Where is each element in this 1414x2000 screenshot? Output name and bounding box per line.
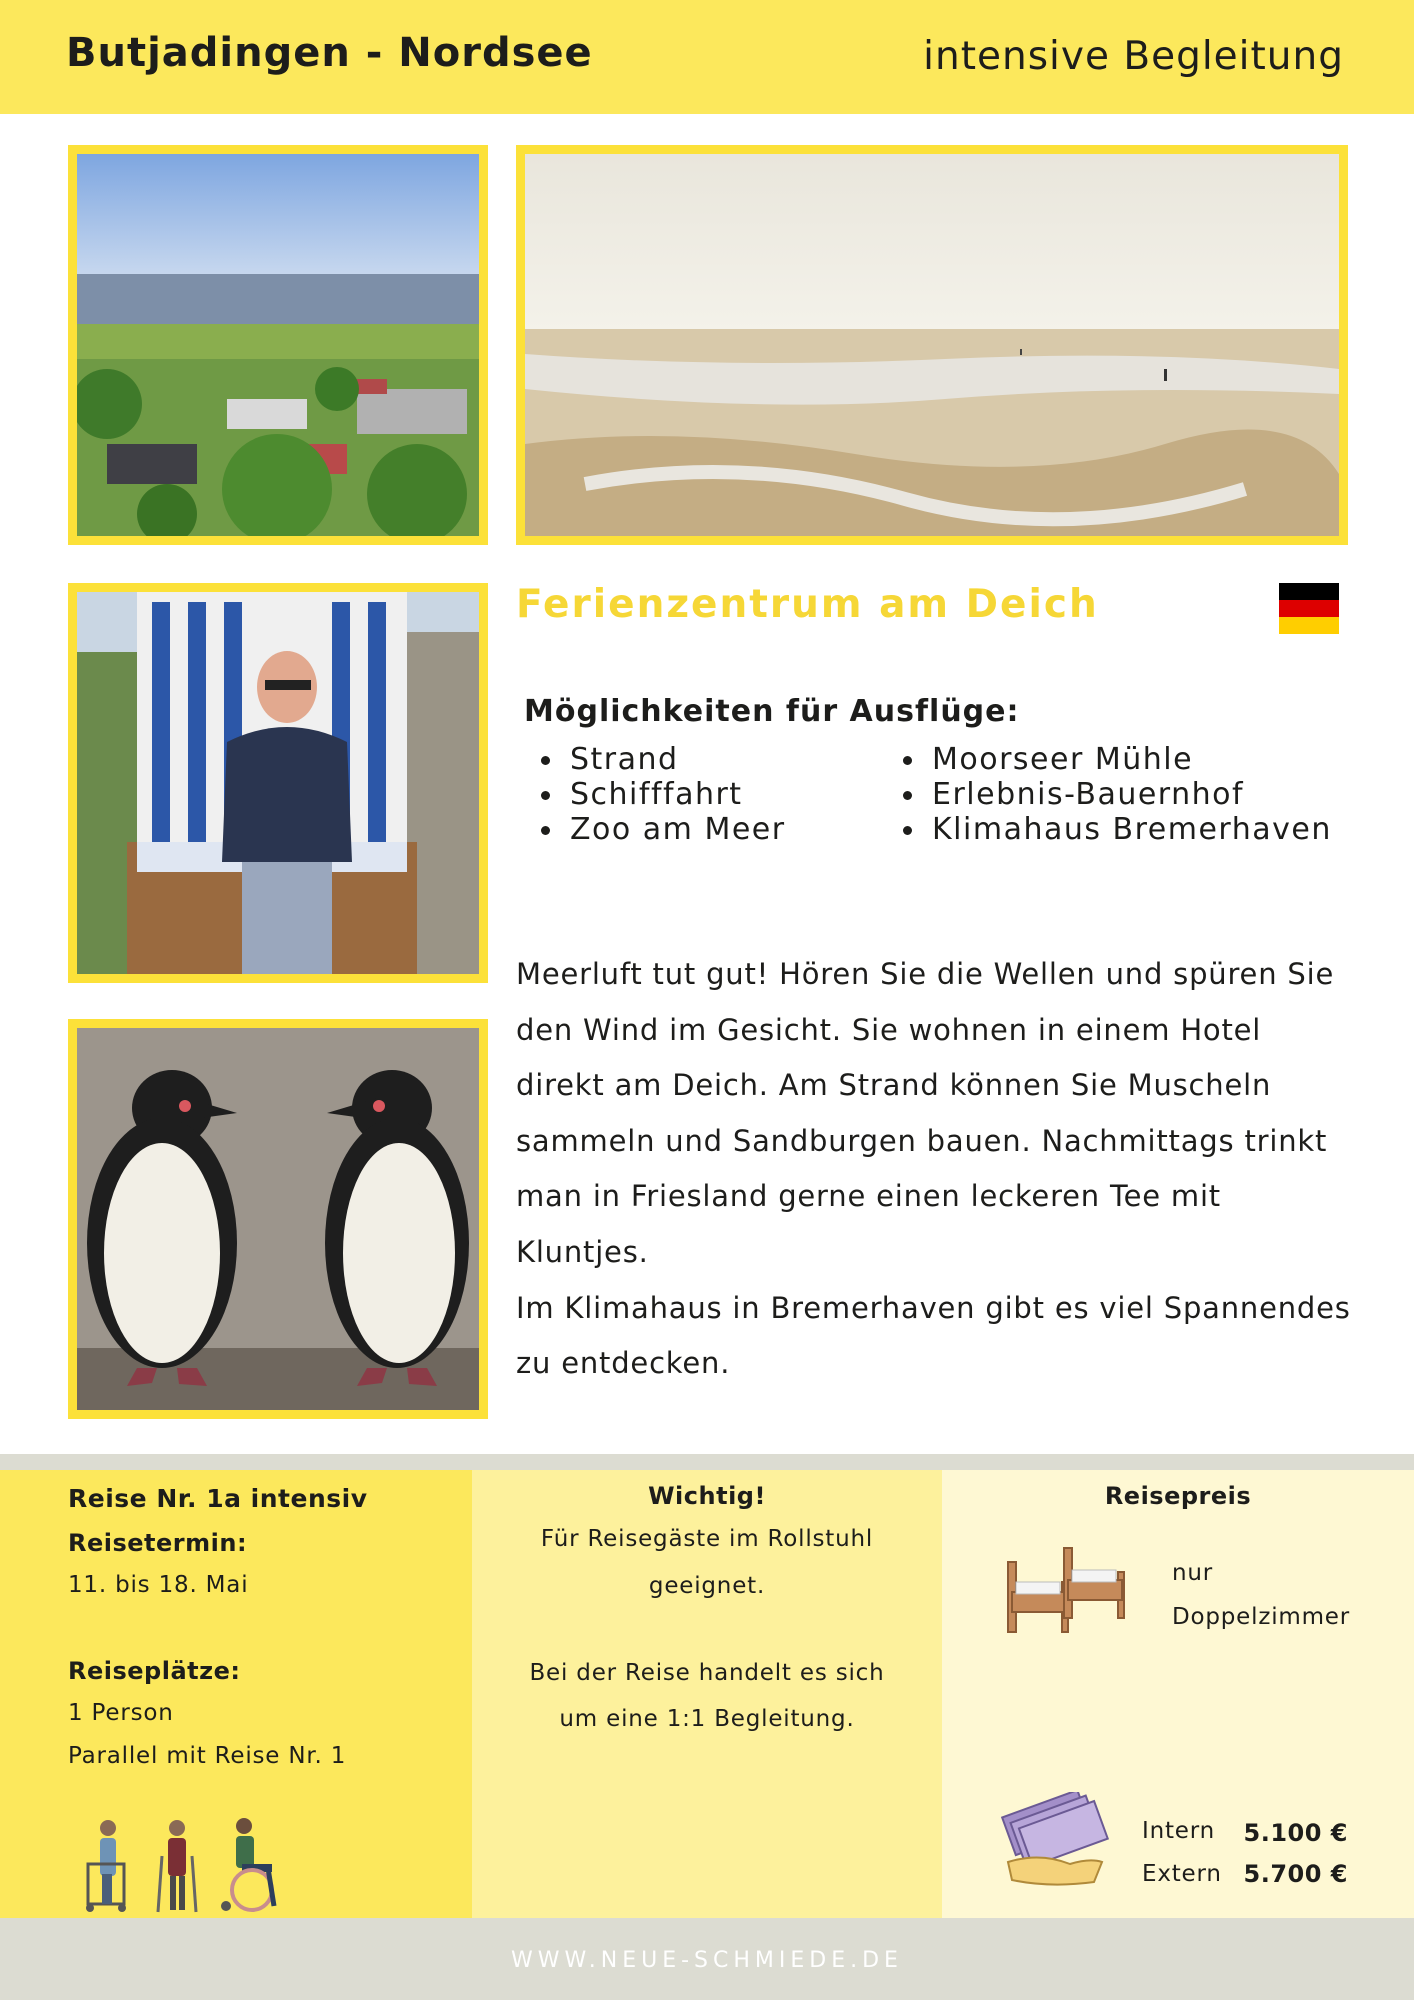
- photo-tidal-beach: [516, 145, 1348, 545]
- list-item: Moorseer Mühle: [898, 742, 1332, 777]
- page-subtitle: intensive Begleitung: [923, 34, 1344, 79]
- footer-url-link[interactable]: WWW.NEUE-SCHMIEDE.DE: [511, 1948, 903, 1973]
- trip-date-label: Reisetermin:: [68, 1529, 248, 1557]
- page-title: Butjadingen - Nordsee: [66, 30, 593, 76]
- room-type-line1: nur: [1172, 1560, 1214, 1586]
- german-flag-icon: [1279, 583, 1339, 634]
- trip-title: Reise Nr. 1a intensiv: [68, 1484, 368, 1513]
- flag-stripe-red: [1279, 600, 1339, 617]
- photo-beach-chair: [68, 583, 488, 983]
- important-line: Bei der Reise handelt es sich: [529, 1660, 885, 1686]
- list-item: Zoo am Meer: [536, 812, 786, 847]
- description-paragraph: Im Klimahaus in Bremerhaven gibt es viel Spannendes zu entdecken.: [516, 1290, 1351, 1381]
- excursions-list-right: [898, 742, 1332, 847]
- room-type-line2: Doppelzimmer: [1172, 1604, 1351, 1630]
- description: [516, 947, 1356, 1392]
- trip-places-note: Parallel mit Reise Nr. 1: [68, 1743, 347, 1769]
- list-item: Schifffahrt: [536, 777, 786, 812]
- section-divider: [0, 1454, 1414, 1470]
- trip-date-value: 11. bis 18. Mai: [68, 1572, 249, 1598]
- description-paragraph: Meerluft tut gut! Hören Sie die Wellen und spüren Sie den Wind im Gesicht. Sie wohnen in einem Hotel direkt am Deich. Am Strand können Sie Muscheln sammeln und Sandburgen bauen. Nachmittags trinkt man in Friesland gerne einen leckeren Tee mit Kluntjes.: [516, 957, 1335, 1269]
- trip-places-count: 1 Person: [68, 1700, 174, 1726]
- money-hand-icon: [990, 1792, 1112, 1888]
- important-title: Wichtig!: [648, 1482, 766, 1510]
- wheelchair-person-icon: [221, 1818, 274, 1911]
- price-title: Reisepreis: [1104, 1482, 1252, 1510]
- list-item: Erlebnis-Bauernhof: [898, 777, 1332, 812]
- walker-person-icon: [86, 1820, 126, 1912]
- twin-beds-icon: [1004, 1542, 1130, 1634]
- trip-places-label: Reiseplätze:: [68, 1657, 241, 1685]
- important-line: Für Reisegäste im Rollstuhl: [540, 1526, 874, 1552]
- important-line: um eine 1:1 Begleitung.: [559, 1706, 855, 1732]
- important-line: geeignet.: [648, 1573, 766, 1599]
- list-item: Klimahaus Bremerhaven: [898, 812, 1332, 847]
- list-item: Strand: [536, 742, 786, 777]
- photo-penguins: [68, 1019, 488, 1419]
- price-intern-label: Intern: [1142, 1818, 1215, 1844]
- excursions-list-left: [536, 742, 786, 847]
- mobility-icons: [82, 1816, 292, 1916]
- price-extern-label: Extern: [1142, 1861, 1222, 1887]
- flag-stripe-gold: [1279, 617, 1339, 634]
- excursions-title: Möglichkeiten für Ausflüge:: [524, 694, 1020, 729]
- flag-stripe-black: [1279, 583, 1339, 600]
- venue-name: Ferienzentrum am Deich: [516, 582, 1099, 627]
- photo-aerial-coast: [68, 145, 488, 545]
- price-extern-value: 5.700 €: [1243, 1860, 1348, 1888]
- crutches-person-icon: [158, 1820, 196, 1912]
- price-intern-value: 5.100 €: [1243, 1819, 1348, 1847]
